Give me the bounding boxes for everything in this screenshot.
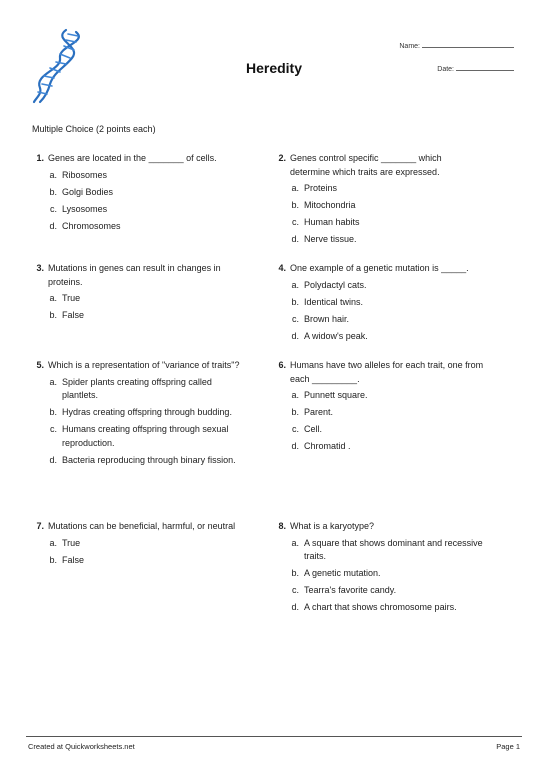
question-6 [274,359,484,457]
option-letter: c. [49,203,57,214]
option-letter: d. [291,441,299,451]
answer-options [274,389,484,454]
option-text: Spider plants creating offspring called plantlets. [62,376,212,400]
option-text: True [62,537,81,548]
answer-option[interactable] [32,309,242,323]
option-text: True [62,293,81,303]
option-text: Polydactyl cats. [304,279,367,290]
answer-option[interactable] [274,233,484,247]
option-letter: a. [291,279,299,290]
question-number: 6. [278,360,286,370]
option-text: Ribosomes [62,169,108,180]
option-letter: d. [291,234,299,244]
date-field[interactable] [437,64,514,73]
option-letter: b. [291,407,299,417]
page-number: Page 1 [496,742,520,751]
question-text: What is a karyotype? [290,521,375,531]
answer-option[interactable] [32,406,242,420]
option-letter: c. [291,424,299,434]
answer-option[interactable] [274,330,484,344]
answer-option[interactable] [274,567,484,581]
question-text: One example of a genetic mutation is _____. [290,263,469,273]
option-text: Tearra's favorite candy. [304,585,397,595]
option-text: Chromatid . [304,441,351,451]
option-text: A widow's peak. [304,330,368,341]
question-number: 1. [36,153,44,163]
option-letter: b. [291,296,299,307]
question-5 [32,359,242,471]
question-stem [274,359,484,386]
answer-options [274,182,484,247]
question-text: Genes are located in the _______ of cells. [48,153,217,163]
option-text: Parent. [304,407,334,417]
answer-option[interactable] [274,601,484,615]
option-letter: b. [49,310,57,320]
answer-option[interactable] [32,292,242,306]
option-letter: c. [291,313,299,324]
option-text: Bacteria reproducing through binary fission. [62,454,236,465]
option-letter: b. [291,200,299,210]
option-text: Hydras creating offspring through budding. [62,407,232,417]
question-text: Mutations can be beneficial, harmful, or neutral [48,521,236,531]
question-number: 3. [36,263,44,273]
option-text: A chart that shows chromosome pairs. [304,602,457,612]
answer-option[interactable] [32,203,242,217]
answer-options [274,537,484,615]
option-text: Golgi Bodies [62,186,114,197]
footer-divider [26,736,522,737]
question-8 [274,520,484,618]
option-letter: d. [291,602,299,612]
question-4 [274,262,484,347]
option-text: Brown hair. [304,313,350,324]
name-label: Name: [399,43,420,50]
question-stem [32,359,242,373]
option-text: Proteins [304,183,338,193]
question-stem [274,520,484,534]
answer-option[interactable] [274,440,484,454]
option-letter: c. [49,424,57,434]
option-letter: a. [291,183,299,193]
option-text: False [62,554,85,565]
option-text: Human habits [304,217,360,227]
option-letter: a. [49,376,57,387]
question-number: 5. [36,360,44,370]
option-letter: d. [291,330,299,341]
option-text: A genetic mutation. [304,568,381,578]
option-letter: b. [49,554,57,565]
question-number: 2. [278,153,286,163]
option-letter: c. [291,585,299,595]
option-letter: a. [291,537,299,548]
option-text: Mitochondria [304,200,356,210]
option-letter: b. [291,568,299,578]
answer-option[interactable] [274,182,484,196]
answer-option[interactable] [274,216,484,230]
option-text: Humans creating offspring through sexual reproduction. [62,424,229,448]
question-stem [32,152,242,166]
answer-option[interactable] [274,296,484,310]
question-number: 7. [36,521,44,531]
question-text: Mutations in genes can result in changes in proteins. [48,263,221,287]
footer-credit: Created at Quickworksheets.net [28,742,135,751]
option-letter: a. [49,537,57,548]
question-text: Humans have two alleles for each trait, one from each _________. [290,360,484,384]
answer-option[interactable] [32,454,242,468]
option-letter: a. [49,293,57,303]
option-letter: d. [49,454,57,465]
question-text: Which is a representation of "variance of traits"? [48,360,240,370]
answer-option[interactable] [274,584,484,598]
option-text: False [62,310,85,320]
option-text: Cell. [304,424,323,434]
answer-options [32,169,242,234]
option-text: Punnett square. [304,390,368,400]
answer-option[interactable] [32,169,242,183]
question-2 [274,152,484,250]
option-letter: a. [291,390,299,400]
answer-options [32,537,242,568]
answer-options [32,376,242,468]
answer-option[interactable] [32,423,242,450]
date-label: Date: [437,66,454,73]
option-letter: b. [49,407,57,417]
option-text: Identical twins. [304,296,364,307]
answer-option[interactable] [32,376,242,403]
answer-options [32,292,242,323]
question-stem [274,262,484,276]
answer-option[interactable] [274,406,484,420]
name-field[interactable] [399,41,514,50]
question-stem [32,520,242,534]
section-heading: Multiple Choice (2 points each) [32,124,156,134]
option-letter: c. [291,217,299,227]
option-text: A square that shows dominant and recessive traits. [304,537,483,561]
date-input-line[interactable] [456,64,514,71]
answer-option[interactable] [274,199,484,213]
name-input-line[interactable] [422,41,514,48]
option-letter: d. [49,220,57,231]
answer-option[interactable] [274,423,484,437]
answer-option[interactable] [274,279,484,293]
answer-option[interactable] [274,313,484,327]
option-text: Nerve tissue. [304,234,357,244]
answer-option[interactable] [32,220,242,234]
option-text: Lysosomes [62,203,108,214]
question-number: 4. [278,263,286,273]
question-1 [32,152,242,237]
answer-option[interactable] [274,389,484,403]
question-3 [32,262,242,326]
option-letter: a. [49,169,57,180]
question-text: Genes control specific _______ which determine which traits are expressed. [290,153,442,177]
answer-option[interactable] [32,537,242,551]
answer-option[interactable] [32,554,242,568]
question-number: 8. [278,521,286,531]
answer-option[interactable] [32,186,242,200]
option-text: Chromosomes [62,220,121,231]
answer-options [274,279,484,344]
option-letter: b. [49,186,57,197]
question-7 [32,520,242,571]
answer-option[interactable] [274,537,484,564]
question-stem [32,262,242,289]
page-title: Heredity [245,60,303,76]
question-stem [274,152,484,179]
